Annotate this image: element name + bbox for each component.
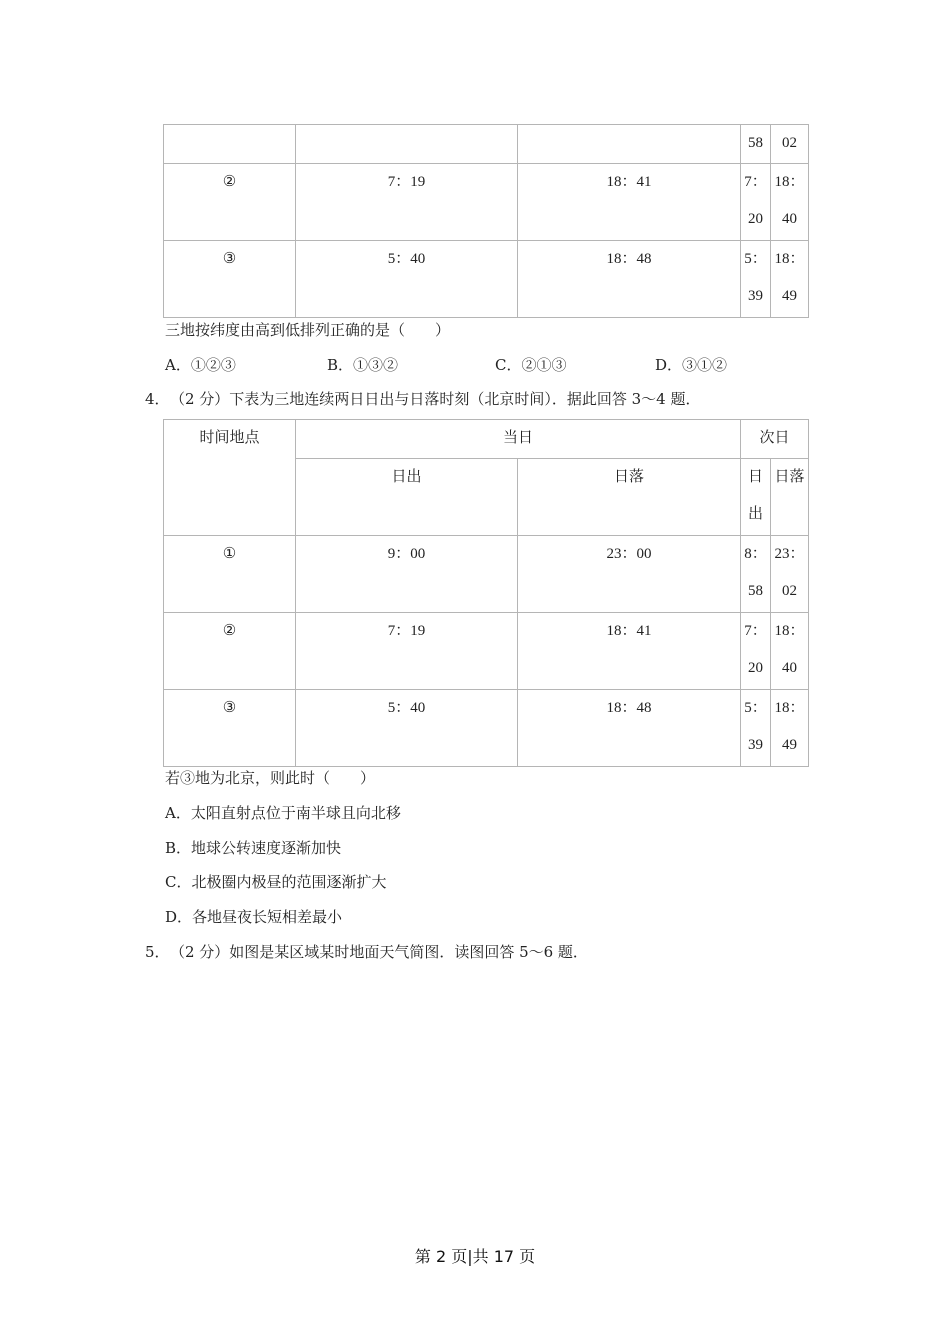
next-sunrise-cell: 8： 58 bbox=[741, 536, 771, 613]
next-sunrise-cell: 5： 39 bbox=[741, 241, 771, 318]
table-cell bbox=[164, 125, 296, 164]
q4-option-b: B．地球公转速度逐渐加快 bbox=[165, 839, 342, 857]
next-sunrise-cell: 5： 39 bbox=[741, 690, 771, 767]
sunset-cell: 18：48 bbox=[518, 690, 741, 767]
q3-stem: 三地按纬度由高到低排列正确的是（ ） bbox=[165, 321, 451, 339]
place-cell: ③ bbox=[164, 241, 296, 318]
place-cell: ② bbox=[164, 164, 296, 241]
table-row bbox=[164, 164, 809, 241]
sunrise-cell: 5：40 bbox=[296, 241, 518, 318]
table-cell: 02 bbox=[771, 125, 809, 164]
header-today: 当日 bbox=[296, 420, 741, 459]
sunset-cell: 18：41 bbox=[518, 613, 741, 690]
q4-sub-stem: 若③地为北京，则此时（ ） bbox=[165, 769, 376, 787]
header-sunset: 日落 bbox=[518, 459, 741, 536]
table-row bbox=[164, 690, 809, 767]
header-next-sunset: 日落 bbox=[771, 459, 809, 536]
q3-option-a: A．①②③ bbox=[165, 356, 236, 374]
sunset-cell: 18：48 bbox=[518, 241, 741, 318]
table-cell bbox=[518, 125, 741, 164]
next-sunrise-cell: 7： 20 bbox=[741, 164, 771, 241]
q3-option-d: D．③①② bbox=[655, 356, 728, 374]
next-sunrise-cell: 7： 20 bbox=[741, 613, 771, 690]
next-sunset-cell: 18： 49 bbox=[771, 241, 809, 318]
sunrise-cell: 7：19 bbox=[296, 164, 518, 241]
table-row bbox=[164, 536, 809, 613]
q4-option-a: A．太阳直射点位于南半球且向北移 bbox=[165, 804, 401, 822]
place-cell: ② bbox=[164, 613, 296, 690]
q5-stem: （2 分）如图是某区域某时地面天气简图．读图回答 5～6 题． bbox=[170, 943, 588, 961]
header-place: 时间地点 bbox=[164, 420, 296, 536]
next-sunset-cell: 18： 49 bbox=[771, 690, 809, 767]
header-next-sunrise: 日 出 bbox=[741, 459, 771, 536]
sunrise-cell: 7：19 bbox=[296, 613, 518, 690]
sunrise-cell: 9：00 bbox=[296, 536, 518, 613]
table-row bbox=[164, 241, 809, 318]
q4-number: 4． bbox=[145, 390, 170, 408]
page-footer: 第 2 页|共 17 页 bbox=[414, 1247, 536, 1266]
table-cell: 58 bbox=[741, 125, 771, 164]
next-sunset-cell: 18： 40 bbox=[771, 613, 809, 690]
q3-option-b: B．①③② bbox=[327, 356, 399, 374]
place-cell: ③ bbox=[164, 690, 296, 767]
sunset-cell: 23：00 bbox=[518, 536, 741, 613]
sunrise-table bbox=[163, 419, 809, 767]
sunrise-table-continued bbox=[163, 124, 809, 318]
header-next-day: 次日 bbox=[741, 420, 809, 459]
sunset-cell: 18：41 bbox=[518, 164, 741, 241]
q4-option-c: C．北极圈内极昼的范围逐渐扩大 bbox=[165, 873, 387, 891]
place-cell: ① bbox=[164, 536, 296, 613]
q3-option-c: C．②①③ bbox=[495, 356, 567, 374]
sunrise-cell: 5：40 bbox=[296, 690, 518, 767]
header-sunrise: 日出 bbox=[296, 459, 518, 536]
q5-number: 5． bbox=[145, 943, 170, 961]
q4-stem: （2 分）下表为三地连续两日日出与日落时刻（北京时间）．据此回答 3～4 题． bbox=[170, 390, 701, 408]
next-sunset-cell: 18： 40 bbox=[771, 164, 809, 241]
table-cell bbox=[296, 125, 518, 164]
table-row bbox=[164, 613, 809, 690]
next-sunset-cell: 23： 02 bbox=[771, 536, 809, 613]
q4-option-d: D．各地昼夜长短相差最小 bbox=[165, 908, 343, 926]
